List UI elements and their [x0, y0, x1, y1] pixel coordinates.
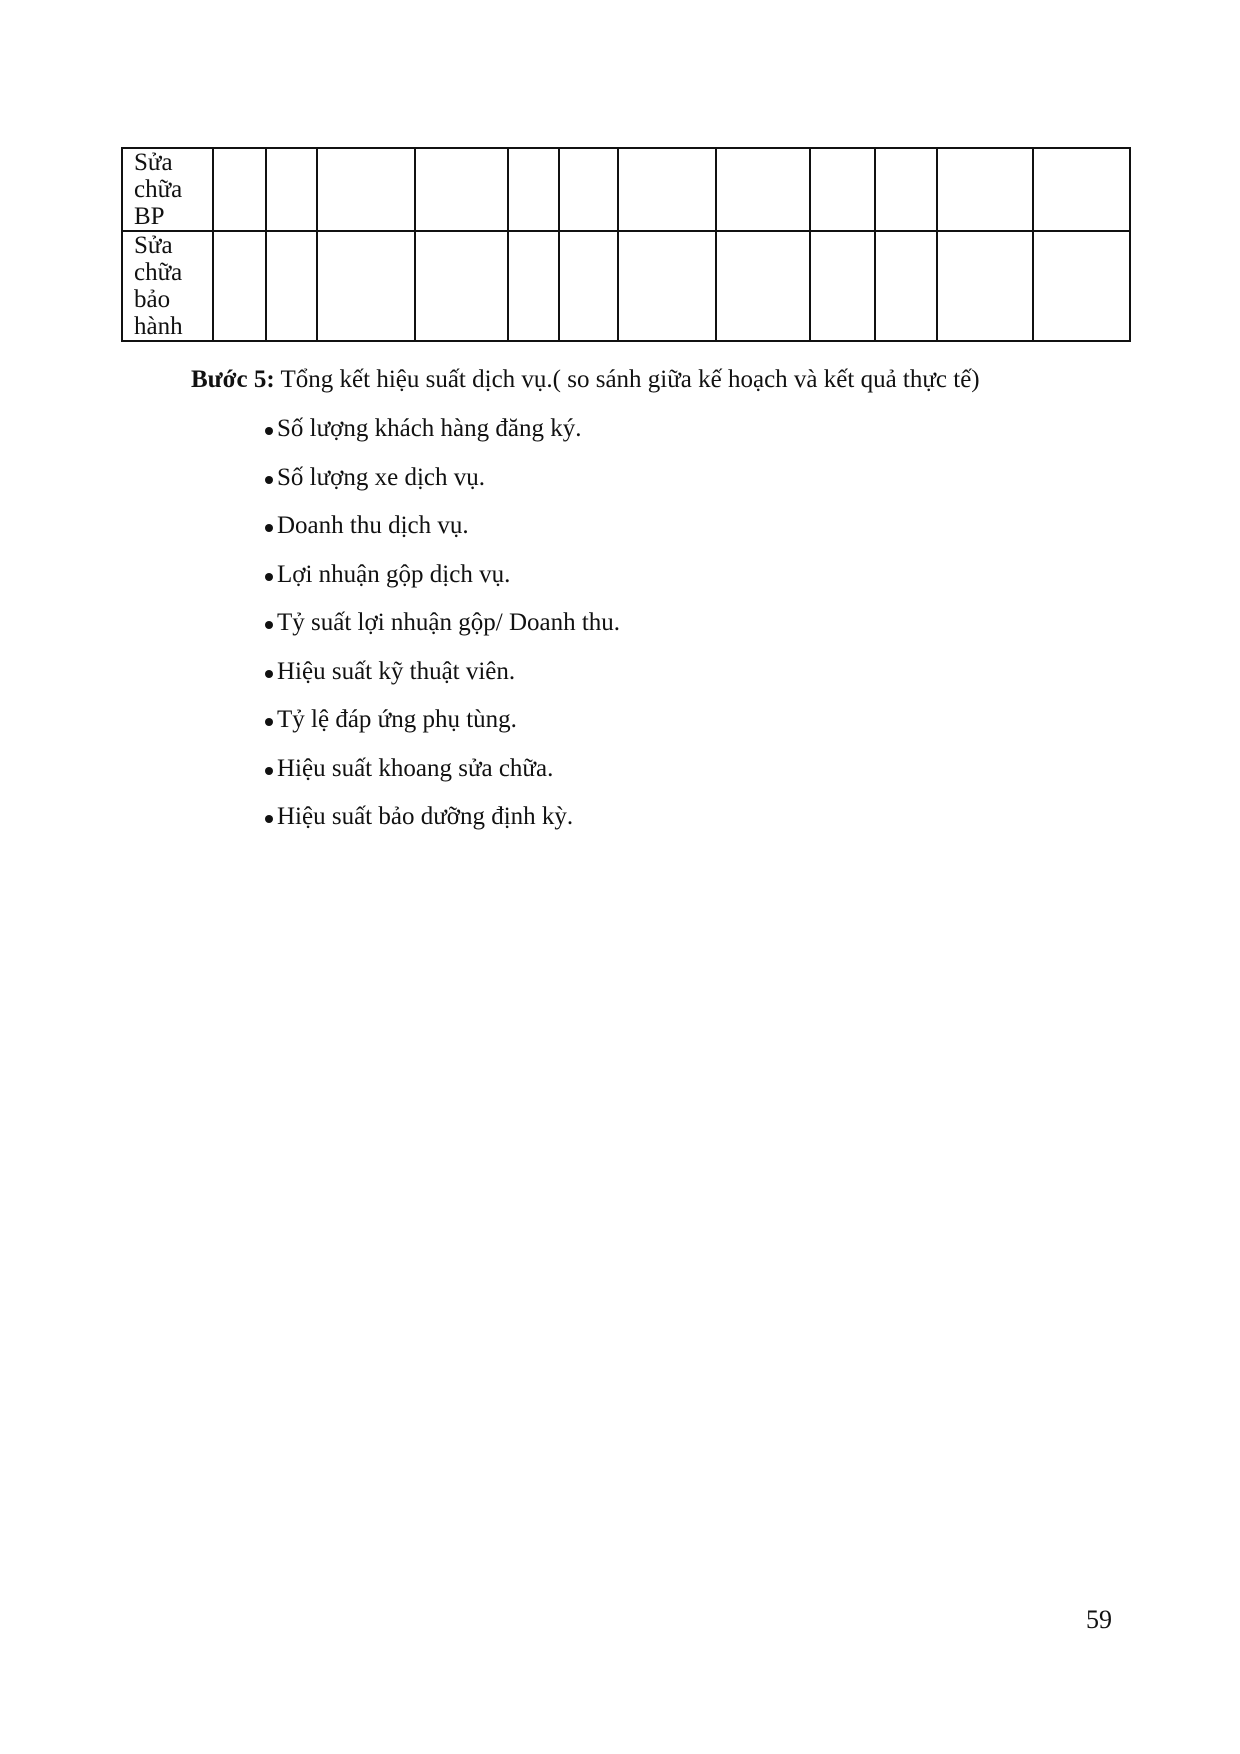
bullet-icon	[265, 815, 273, 823]
list-item-text: Tỷ suất lợi nhuận gộp/ Doanh thu.	[277, 609, 621, 636]
list-item	[265, 656, 620, 705]
table-cell	[1033, 231, 1130, 341]
table-cell	[875, 148, 937, 231]
metric-list	[265, 413, 620, 850]
row-label-cell	[122, 231, 213, 341]
list-item-text: Số lượng xe dịch vụ.	[277, 463, 486, 491]
table-cell	[317, 231, 415, 341]
bullet-icon	[265, 621, 273, 629]
bullet-icon	[265, 573, 273, 581]
table-cell	[810, 148, 875, 231]
list-item	[265, 753, 620, 802]
step-label: Bước 5:	[191, 366, 275, 393]
table-cell	[317, 148, 415, 231]
step-heading	[191, 364, 980, 396]
list-item	[265, 559, 620, 608]
service-table	[121, 147, 1131, 342]
list-item	[265, 607, 620, 656]
table-cell	[810, 231, 875, 341]
table-cell	[716, 148, 810, 231]
list-item	[265, 704, 620, 753]
table-cell	[937, 148, 1033, 231]
list-item	[265, 413, 620, 462]
row-label-line: Sửa	[134, 232, 173, 259]
bullet-icon	[265, 476, 273, 484]
table-cell	[508, 148, 559, 231]
table-cell	[415, 231, 508, 341]
table-row	[122, 148, 1130, 231]
table-cell	[716, 231, 810, 341]
table-row	[122, 231, 1130, 341]
list-item	[265, 801, 620, 850]
bullet-icon	[265, 427, 273, 435]
list-item-text: Tỷ lệ đáp ứng phụ tùng.	[277, 706, 517, 733]
list-item-text: Hiệu suất kỹ thuật viên.	[277, 657, 516, 685]
table-cell	[415, 148, 508, 231]
list-item-text: Hiệu suất khoang sửa chữa.	[277, 754, 554, 782]
step-description: Tổng kết hiệu suất dịch vụ.( so sánh giữa kế hoạch và kết quả thực tế)	[274, 366, 980, 393]
table-cell	[1033, 148, 1130, 231]
list-item	[265, 510, 620, 559]
table-cell	[937, 231, 1033, 341]
table-cell	[559, 148, 618, 231]
page-number: 59	[1086, 1605, 1112, 1634]
table-cell	[213, 148, 266, 231]
list-item-text: Doanh thu dịch vụ.	[277, 512, 469, 539]
row-label-line: BP	[134, 203, 165, 230]
table-cell	[508, 231, 559, 341]
row-label-line: bảo	[134, 286, 171, 313]
row-label-line: chữa	[134, 259, 183, 286]
list-item-text: Số lượng khách hàng đăng ký.	[277, 415, 582, 442]
bullet-icon	[265, 670, 273, 678]
row-label-line: Sửa	[134, 149, 173, 176]
row-label-line: chữa	[134, 176, 183, 203]
list-item-text: Hiệu suất bảo dưỡng định kỳ.	[277, 803, 574, 830]
list-item	[265, 462, 620, 511]
table-cell	[559, 231, 618, 341]
table-cell	[618, 231, 716, 341]
list-item-text: Lợi nhuận gộp dịch vụ.	[277, 560, 511, 588]
table-cell	[213, 231, 266, 341]
row-label-line: hành	[134, 313, 183, 340]
row-label-cell	[122, 148, 213, 231]
table-cell	[618, 148, 716, 231]
table-cell	[266, 231, 317, 341]
bullet-icon	[265, 524, 273, 532]
bullet-icon	[265, 718, 273, 726]
table-cell	[875, 231, 937, 341]
bullet-icon	[265, 767, 273, 775]
table-cell	[266, 148, 317, 231]
